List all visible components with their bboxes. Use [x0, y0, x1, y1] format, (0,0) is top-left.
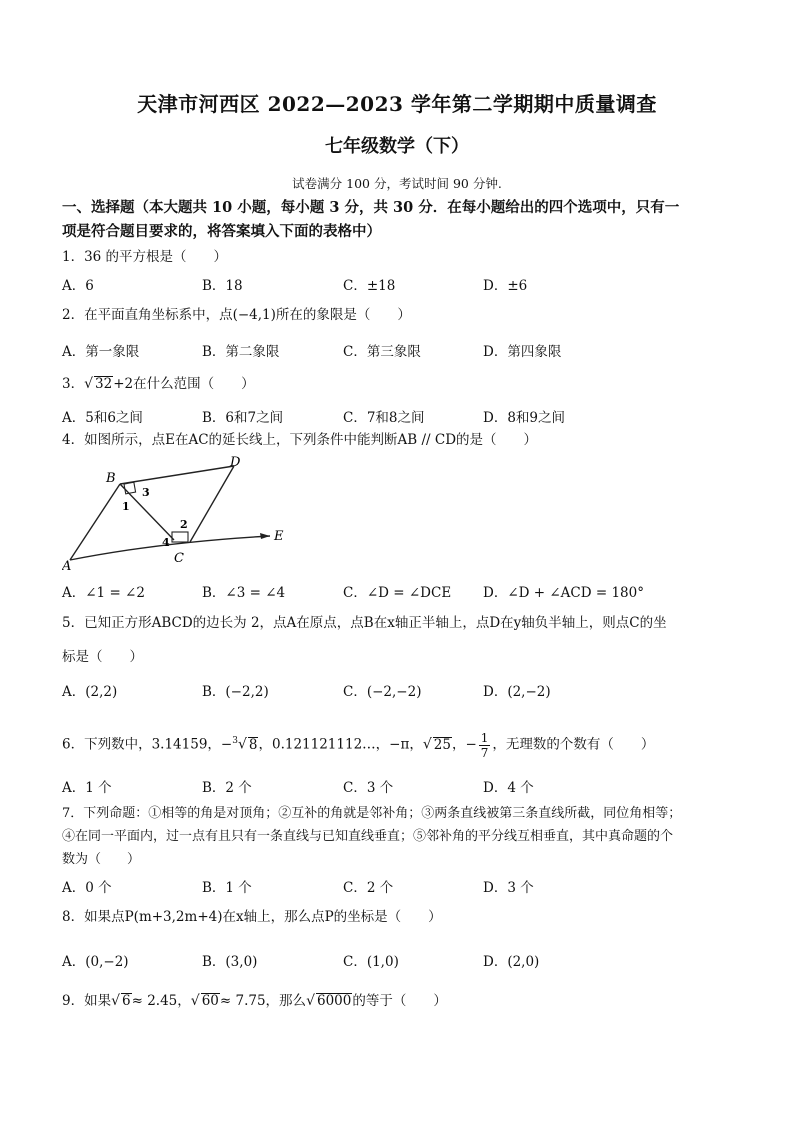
- option-c: C．3 个: [343, 780, 394, 796]
- option-d: D．第四象限: [483, 344, 562, 360]
- option-a: A．∠1 = ∠2: [62, 585, 145, 601]
- option-b: B．∠3 = ∠4: [202, 585, 286, 601]
- geometry-figure: [62, 454, 302, 574]
- question-3-rest: +2在什么范围（ ）: [113, 376, 255, 392]
- option-d: D．(2,−2): [483, 684, 551, 700]
- question-3-radicand: 32: [95, 376, 113, 392]
- question-8-stem: 8．如果点P(m+3,2m+4)在x轴上，那么点P的坐标是（ ）: [62, 909, 442, 925]
- question-6-fraction: [479, 731, 491, 760]
- label-c: C: [174, 551, 184, 566]
- question-6-stem: 6．下列数中，3.14159，−$^3$√ 8，0.121121112…，−π，√ 25，− $\frac{1}{7}$ ，无理数的个数有（ ）: [62, 730, 655, 760]
- option-b: B．第二象限: [202, 344, 280, 360]
- section-heading: [62, 196, 732, 244]
- option-d: D．±6: [483, 278, 528, 294]
- question-3-options: [62, 406, 732, 426]
- option-c: C．7和8之间: [343, 410, 425, 426]
- question-6-options: [62, 776, 732, 796]
- option-c: C．∠D = ∠DCE: [343, 585, 452, 601]
- option-a: A．0 个: [62, 880, 112, 896]
- option-d: D．(2,0): [483, 954, 540, 970]
- line-ace: [70, 536, 270, 560]
- exam-title: 天津市河西区 2022—2023 学年第二学期期中质量调查: [137, 92, 657, 116]
- section-heading-line1: 一、选择题（本大题共 10 小题，每小题 3 分，共 30 分．在每小题给出的四个选项中，只有一: [62, 199, 680, 216]
- question-5-line1: 5．已知正方形ABCD的边长为 2，点A在原点，点B在x轴正半轴上，点D在y轴负半轴上，则点C的坐: [62, 615, 667, 631]
- question-7-options: [62, 876, 732, 896]
- angle-4-label: 4: [162, 536, 170, 549]
- question-6-cube-radicand: 8: [248, 736, 258, 753]
- question-2-options: [62, 340, 732, 360]
- option-c: C．±18: [343, 278, 396, 294]
- label-d: D: [230, 455, 241, 470]
- option-a: A．第一象限: [62, 344, 140, 360]
- option-a: A．5和6之间: [62, 410, 143, 426]
- label-b: B: [106, 471, 116, 486]
- option-d: D．∠D + ∠ACD = 180°: [483, 585, 644, 601]
- segment-bd: [120, 466, 234, 484]
- question-9-pre: 9．如果: [62, 993, 112, 1009]
- question-9-text-1: ≈ 2.45，: [131, 993, 191, 1009]
- option-c: C．(1,0): [343, 954, 399, 970]
- segment-ab: [70, 484, 120, 560]
- option-b: B．18: [202, 278, 243, 294]
- angle-2-label: 2: [180, 518, 188, 531]
- question-8-options: [62, 950, 732, 970]
- right-angle-b: [124, 482, 136, 494]
- option-d: D．8和9之间: [483, 410, 566, 426]
- option-d: D．3 个: [483, 880, 534, 896]
- question-9-radicand-1: 6: [122, 993, 131, 1009]
- question-1-stem: 1．36 的平方根是（ ）: [62, 249, 228, 265]
- option-a: A．1 个: [62, 780, 112, 796]
- angle-1-label: 1: [122, 500, 130, 513]
- option-c: C．第三象限: [343, 344, 421, 360]
- question-9-text-2: ≈ 7.75，那么: [219, 993, 307, 1009]
- question-7-line1: 7．下列命题：①相等的角是对顶角；②互补的角就是邻补角；③两条直线被第三条直线所截，同位角相等；: [62, 806, 682, 821]
- question-6-cube-index: 3: [232, 736, 238, 746]
- section-heading-line2: 项是符合题目要求的，将答案填入下面的表格中）: [62, 223, 381, 240]
- exam-note: 试卷满分 100 分，考试时间 90 分钟.: [292, 176, 502, 191]
- segment-dc: [190, 466, 234, 542]
- label-e: E: [274, 529, 284, 544]
- question-6-radicand: 25: [433, 736, 451, 753]
- question-5-stem: [62, 612, 732, 668]
- option-b: B．1 个: [202, 880, 252, 896]
- fraction-denominator: 7: [480, 745, 489, 760]
- option-a: A．(2,2): [62, 684, 118, 700]
- option-b: B．(3,0): [202, 954, 258, 970]
- option-b: B．(−2,2): [202, 684, 269, 700]
- question-4-stem: 4．如图所示，点E在AC的延长线上，下列条件中能判断AB // CD的是（ ）: [62, 432, 538, 448]
- exam-subtitle: 七年级数学（下）: [325, 136, 469, 157]
- question-6-frac-sign: ，−: [451, 736, 477, 753]
- option-b: B．2 个: [202, 780, 252, 796]
- question-4-options: [62, 581, 732, 601]
- question-6-pre: 6．下列数中，3.14159，−: [62, 736, 233, 753]
- option-b: B．6和7之间: [202, 410, 284, 426]
- arrow-e: [260, 533, 270, 539]
- question-5-line2: 标是（ ）: [62, 649, 143, 665]
- question-7-stem: [62, 802, 732, 871]
- question-9-radicand-2: 60: [201, 993, 219, 1009]
- label-a: A: [62, 559, 72, 574]
- option-c: C．(−2,−2): [343, 684, 422, 700]
- question-6-post: ，无理数的个数有（ ）: [492, 736, 655, 753]
- option-a: A．6: [62, 278, 94, 294]
- question-9-stem: 9．如果√ 6≈ 2.45，√ 60≈ 7.75，那么√ 6000的等于（ ）: [62, 993, 447, 1009]
- question-9-radicand-3: 6000: [316, 993, 352, 1009]
- right-angle-c: [172, 532, 188, 542]
- question-6-mid: ，0.121121112…，−π，: [258, 736, 423, 753]
- question-7-line3: 数为（ ）: [62, 852, 141, 867]
- angle-3-label: 3: [142, 486, 150, 499]
- question-3-stem: 3．√ 32+2在什么范围（ ）: [62, 376, 255, 392]
- question-9-text-3: 的等于（ ）: [352, 993, 447, 1009]
- option-d: D．4 个: [483, 780, 534, 796]
- question-7-line2: ④在同一平面内，过一点有且只有一条直线与已知直线垂直；⑤邻补角的平分线互相垂直，其中真命题的个: [62, 829, 674, 844]
- question-3-number: 3．: [62, 376, 85, 392]
- question-5-options: [62, 680, 732, 700]
- option-a: A．(0,−2): [62, 954, 129, 970]
- option-c: C．2 个: [343, 880, 394, 896]
- question-2-stem: 2．在平面直角坐标系中，点(−4,1)所在的象限是（ ）: [62, 307, 411, 323]
- question-1-options: [62, 274, 732, 294]
- fraction-numerator: 1: [480, 730, 489, 745]
